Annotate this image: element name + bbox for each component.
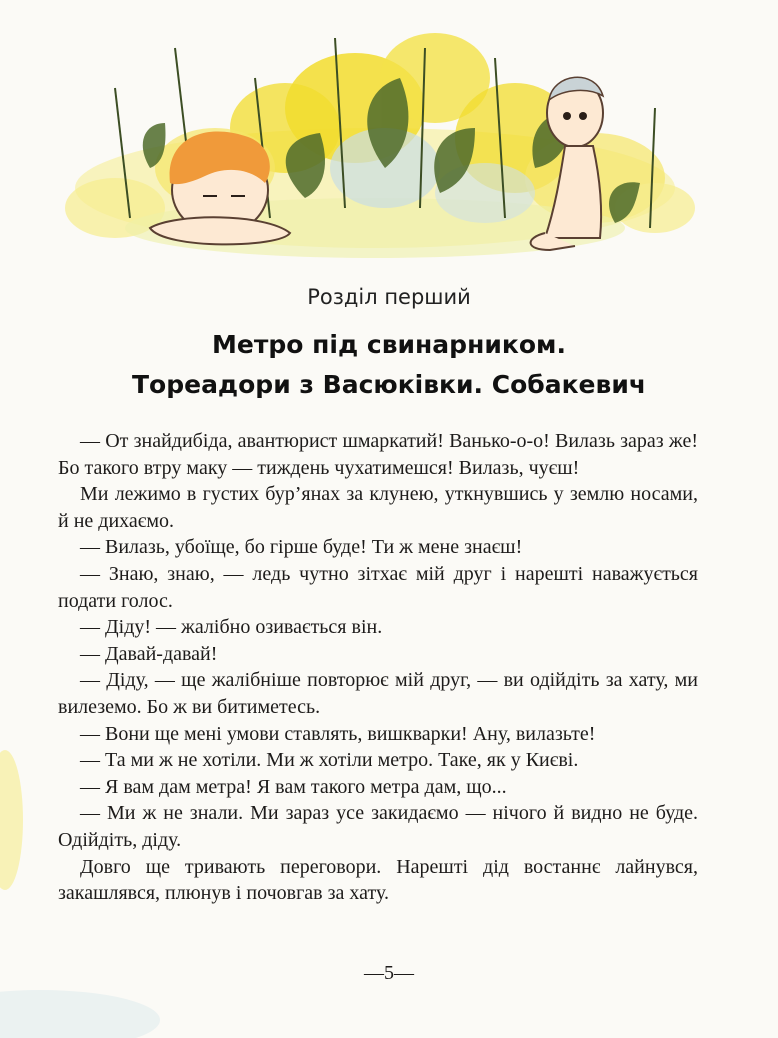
header-illustration [55,18,695,280]
chapter-title [0,325,778,405]
chapter-title-line-1: Метро під свинарником. [212,330,566,359]
paragraph: — Вилазь, убоїще, бо гірше буде! Ти ж мене знаєш! [80,536,523,559]
page-number: —5— [364,962,414,984]
chapter-label: Розділ перший [307,285,471,309]
paragraph: — Діду! — жалібно озивається він. [80,616,383,639]
paragraph: — Знаю, знаю, — ледь чутно зітхає мій друг і нарешті наважується подати голос. [58,562,698,612]
paragraph: — Я вам дам метра! Я вам такого метра дам, що... [80,775,507,798]
body-text [58,428,698,907]
paragraph: — Та ми ж не хотіли. Ми ж хотіли метро. Таке, як у Києві. [80,749,579,772]
chapter-title-line-2: Тореадори з Васюківки. Собакевич [131,370,647,399]
paragraph: — От знайдибіда, авантюрист шмаркатий! Ванько-о-о! Вилазь зараз же! Бо такого втру маку — тиждень чухатимешся! Вилазь, чуєш! [58,430,698,479]
paragraph: — Давай-давай! [80,642,218,665]
paragraph: — Діду, — ще жалібніше повторює мій друг, — ви одійдіть за хату, ми вилеземо. Бо ж ви битиметесь. [58,669,698,718]
paragraph: — Ми ж не знали. Ми зараз усе закидаємо — нічого й видно не буде. Одійдіть, діду. [58,802,698,851]
paragraph: Довго ще тривають переговори. Нарешті дід востаннє лайнувся, закашлявся, плюнув і почовгав за хату. [58,855,698,905]
paragraph: — Вони ще мені умови ставлять, вишкварки! Ану, вилазьте! [80,722,596,745]
paragraph: Ми лежимо в густих бур’янах за клунею, уткнувшись у землю носами, й не дихаємо. [58,483,698,532]
